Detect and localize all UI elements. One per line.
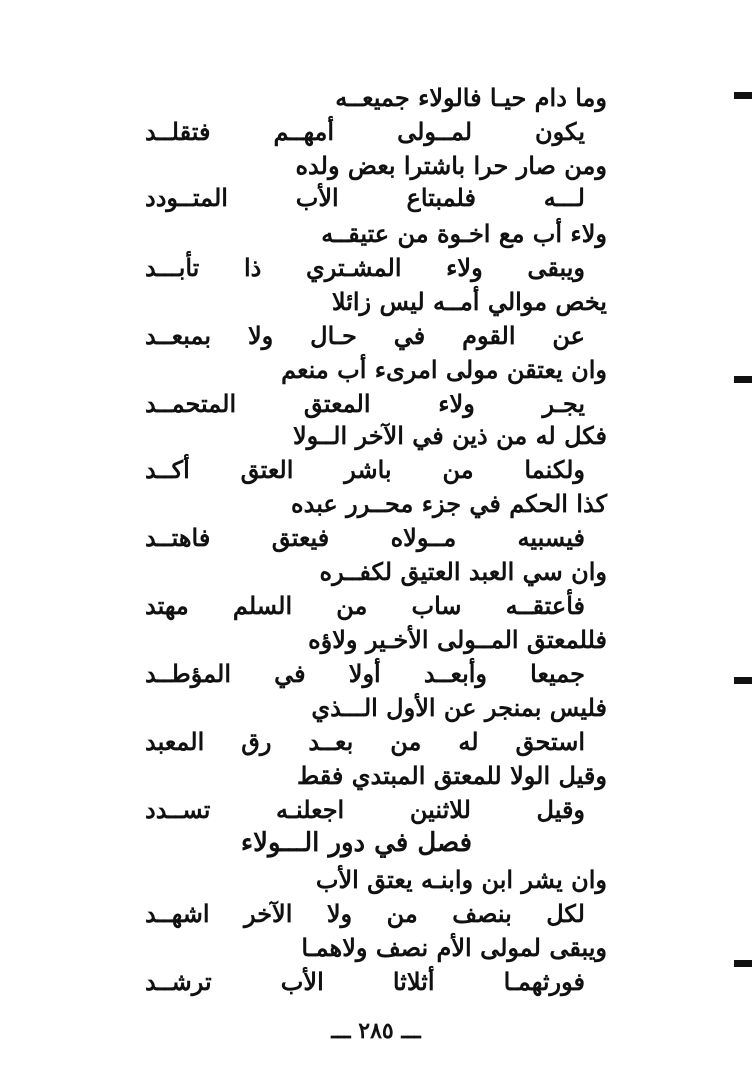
verse-3-second: ويبقى ولاء المشـتري ذا تأبـــد xyxy=(145,253,585,282)
verse-11-second: وقيل للاثنين اجعلنـه تســدد xyxy=(145,795,585,824)
verse-4-second: عن القوم في حـال ولا بمبعــد xyxy=(145,321,585,350)
verse-5-second: يجـر ولاء المعتق المتحمــد xyxy=(145,389,585,418)
verse-4-first: يخص موالي أمــه ليس زائلا xyxy=(331,287,607,316)
scan-edge-mark xyxy=(734,677,752,684)
scan-edge-mark xyxy=(734,376,752,383)
verse-12-first: وان يشر ابن وابنـه يعتق الأب xyxy=(315,865,607,894)
verse-5-first: وان يعتقن مولى امرىء أب منعم xyxy=(281,355,607,384)
page-number: ـــ ٢٨٥ ـــ xyxy=(331,1018,421,1044)
section-heading: فصل في دور الـــولاء xyxy=(240,828,472,858)
verse-6-first: فكل له من ذين في الآخر الــولا xyxy=(292,421,607,450)
verse-13-first: ويبقى لمولى الأم نصف ولاهمـا xyxy=(301,933,607,962)
verse-7-second: فيسبيه مــولاه فيعتق فاهتــد xyxy=(145,523,585,552)
verse-13-second: فورثهمـا أثلاثا الأب ترشــد xyxy=(145,967,585,996)
verse-12-second: لكل بنصف من ولا الآخر اشهــد xyxy=(145,899,585,928)
verse-2-first: ومن صار حرا باشترا بعض ولده xyxy=(295,151,607,180)
verse-10-second: استحق له من بعــد رق المعبد xyxy=(145,727,585,756)
verse-9-second: جميعا وأبعــد أولا في المؤطــد xyxy=(145,659,585,688)
verse-10-first: فليس بمنجر عن الأول الـــذي xyxy=(311,693,607,722)
verse-6-second: ولكنما من باشر العتق أكــد xyxy=(145,455,585,484)
verse-8-second: فأعتقــه ساب من السلم مهتد xyxy=(145,591,585,620)
verse-1-first: وما دام حيـا فالولاء جميعــه xyxy=(335,83,607,112)
verse-2-second: لـــه فلمبتاع الأب المتــودد xyxy=(145,183,585,212)
verse-3-first: ولاء أب مع اخـوة من عتيقــه xyxy=(321,219,607,248)
scan-edge-mark xyxy=(734,960,752,967)
verse-8-first: وان سي العبد العتيق لكفــره xyxy=(319,557,607,586)
verse-11-first: وقيل الولا للمعتق المبتدي فقط xyxy=(296,761,607,790)
scan-edge-mark xyxy=(734,92,752,99)
verse-9-first: فللمعتق المــولى الأخـير ولاؤه xyxy=(308,625,607,654)
verse-1-second: يكون لمــولى أمهــم فتقلــد xyxy=(145,117,585,146)
verse-7-first: كذا الحكم في جزء محــرر عبده xyxy=(291,489,607,518)
